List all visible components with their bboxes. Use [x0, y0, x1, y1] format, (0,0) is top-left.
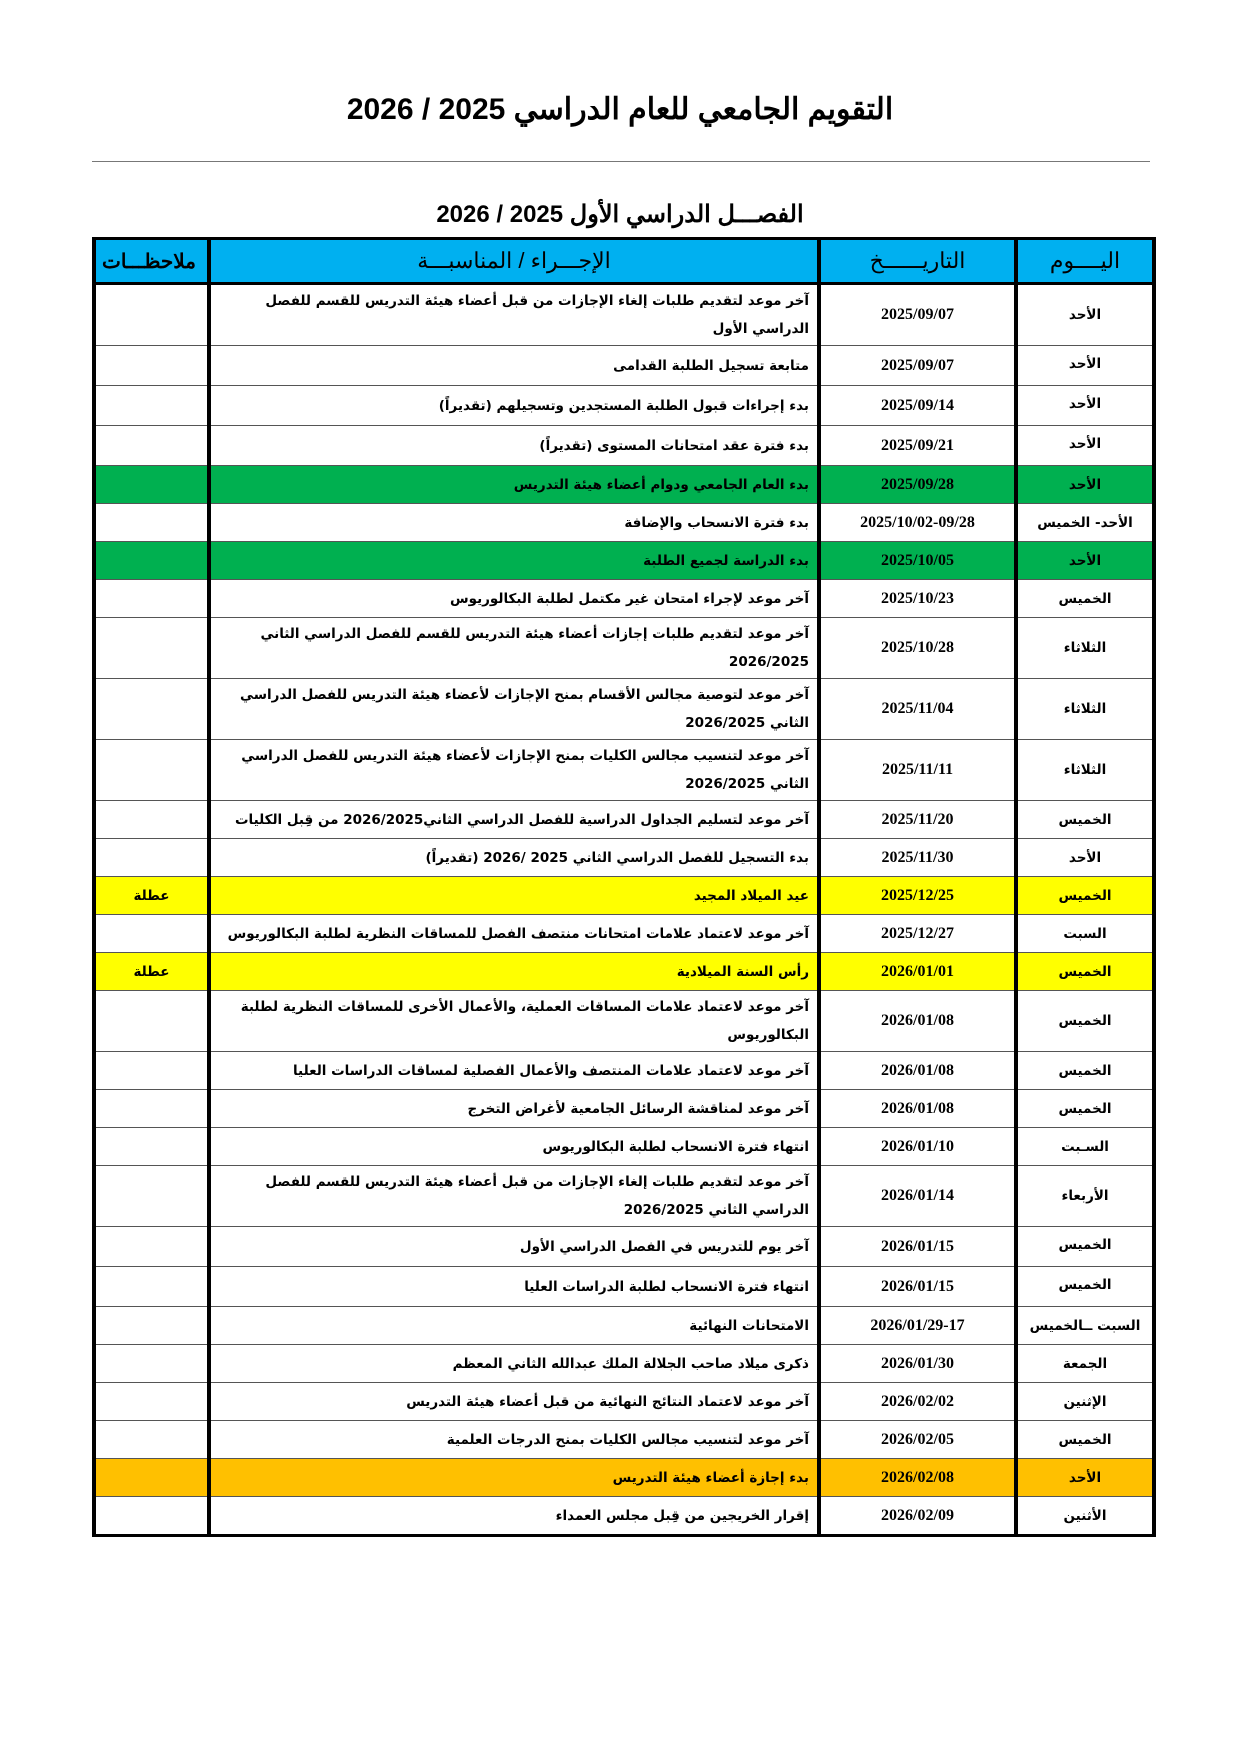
date-cell: 2025/10/05 — [819, 542, 1016, 580]
event-cell: بدء فترة عقد امتحانات المستوى (تقديراً) — [209, 426, 819, 466]
event-cell: آخر موعد لمناقشة الرسائل الجامعية لأغراض التخرج — [209, 1090, 819, 1128]
table-row — [94, 1052, 1154, 1090]
day-cell: الخميس — [1016, 991, 1154, 1052]
table-row — [94, 839, 1154, 877]
table-row — [94, 1128, 1154, 1166]
event-cell: إقرار الخريجين من قِبل مجلس العمداء — [209, 1497, 819, 1536]
event-cell: انتهاء فترة الانسحاب لطلبة البكالوريوس — [209, 1128, 819, 1166]
event-cell: آخر موعد لاعتماد علامات المساقات العملية، والأعمال الأخرى للمساقات النظرية لطلبة البكالوريوس — [209, 991, 819, 1052]
table-row — [94, 580, 1154, 618]
day-cell: الخميس — [1016, 1421, 1154, 1459]
semester-title: الفصـــل الدراسي الأول 2025 / 2026 — [436, 201, 804, 228]
event-cell: آخر موعد لتوصية مجالس الأقسام بمنح الإجازات لأعضاء هيئة التدريس للفصل الدراسي الثاني 2026/2025 — [209, 679, 819, 740]
day-cell: الخميس — [1016, 1052, 1154, 1090]
notes-cell — [94, 801, 209, 839]
header-event: الإجـــراء / المناسبـــة — [209, 239, 819, 284]
day-cell: الأثنين — [1016, 1497, 1154, 1536]
date-cell: 2025/11/30 — [819, 839, 1016, 877]
day-cell: الخميس — [1016, 1090, 1154, 1128]
day-cell: الأحد — [1016, 346, 1154, 386]
date-cell: 2025/11/20 — [819, 801, 1016, 839]
day-cell: الثلاثاء — [1016, 740, 1154, 801]
day-cell: السـبت — [1016, 1128, 1154, 1166]
page-title: التقويم الجامعي للعام الدراسي 2025 / 2026 — [346, 93, 894, 126]
date-cell: 2025/09/07 — [819, 346, 1016, 386]
notes-cell — [94, 1166, 209, 1227]
table-row — [94, 1307, 1154, 1345]
date-cell: 2025/10/23 — [819, 580, 1016, 618]
notes-cell — [94, 1459, 209, 1497]
event-cell: عيد الميلاد المجيد — [209, 877, 819, 915]
day-cell: الأحد — [1016, 284, 1154, 346]
header-date: التاريــــــخ — [819, 239, 1016, 284]
event-cell: آخر موعد لاعتماد علامات المنتصف والأعمال الفصلية لمساقات الدراسات العليا — [209, 1052, 819, 1090]
day-cell: الخميس — [1016, 580, 1154, 618]
day-cell: الثلاثاء — [1016, 679, 1154, 740]
day-cell: الخميس — [1016, 1227, 1154, 1267]
header-notes: ملاحظـــات — [94, 239, 209, 284]
date-cell: 2025/09/28 — [819, 466, 1016, 504]
date-cell: 2025/12/25 — [819, 877, 1016, 915]
date-cell: 2026/01/10 — [819, 1128, 1016, 1166]
table-row — [94, 618, 1154, 679]
header-day: اليــــوم — [1016, 239, 1154, 284]
table-row — [94, 991, 1154, 1052]
table-row — [94, 386, 1154, 426]
day-cell: الأحد — [1016, 839, 1154, 877]
event-cell: بدء إجراءات قبول الطلبة المستجدين وتسجيلهم (تقديراً) — [209, 386, 819, 426]
event-cell: آخر موعد لإجراء امتحان غير مكتمل لطلبة البكالوريوس — [209, 580, 819, 618]
table-row — [94, 1383, 1154, 1421]
event-cell: آخر موعد لتسليم الجداول الدراسية للفصل الدراسي الثاني2026/2025 من قِبل الكليات — [209, 801, 819, 839]
table-row — [94, 1459, 1154, 1497]
date-cell: 2026/01/15 — [819, 1227, 1016, 1267]
date-cell: 2025/09/21 — [819, 426, 1016, 466]
day-cell: الخميس — [1016, 953, 1154, 991]
table-row — [94, 877, 1154, 915]
date-cell: 2026/01/29-17 — [819, 1307, 1016, 1345]
day-cell: الأحد — [1016, 542, 1154, 580]
notes-cell — [94, 1345, 209, 1383]
date-cell: 2026/01/14 — [819, 1166, 1016, 1227]
day-cell: الإثنين — [1016, 1383, 1154, 1421]
table-row — [94, 542, 1154, 580]
event-cell: آخر موعد لتقديم طلبات إجازات أعضاء هيئة التدريس للقسم للفصل الدراسي الثاني 2026/2025 — [209, 618, 819, 679]
notes-cell — [94, 504, 209, 542]
table-row — [94, 284, 1154, 346]
notes-cell — [94, 1307, 209, 1345]
notes-cell — [94, 386, 209, 426]
table-row — [94, 1345, 1154, 1383]
date-cell: 2025/09/14 — [819, 386, 1016, 426]
notes-cell — [94, 346, 209, 386]
table-row — [94, 466, 1154, 504]
academic-calendar-table — [92, 237, 1156, 1537]
table-header-row — [94, 239, 1154, 284]
notes-cell: عطلة — [94, 877, 209, 915]
event-cell: آخر يوم للتدريس في الفصل الدراسي الأول — [209, 1227, 819, 1267]
table-row — [94, 1090, 1154, 1128]
table-row — [94, 504, 1154, 542]
table-row — [94, 1497, 1154, 1536]
event-cell: آخر موعد لتقديم طلبات إلغاء الإجازات من قبل أعضاء هيئة التدريس للقسم للفصل الدراسي الأول — [209, 284, 819, 346]
day-cell: الخميس — [1016, 801, 1154, 839]
event-cell: آخر موعد لتنسيب مجالس الكليات بمنح الإجازات لأعضاء هيئة التدريس للفصل الدراسي الثاني 2026/2025 — [209, 740, 819, 801]
notes-cell: عطلة — [94, 953, 209, 991]
notes-cell — [94, 284, 209, 346]
day-cell: الخميس — [1016, 1267, 1154, 1307]
event-cell: بدء إجازة أعضاء هيئة التدريس — [209, 1459, 819, 1497]
day-cell: الجمعة — [1016, 1345, 1154, 1383]
notes-cell — [94, 1383, 209, 1421]
notes-cell — [94, 1052, 209, 1090]
event-cell: آخر موعد لاعتماد النتائج النهائية من قبل أعضاء هيئة التدريس — [209, 1383, 819, 1421]
table-row — [94, 740, 1154, 801]
event-cell: آخر موعد لاعتماد علامات امتحانات منتصف الفصل للمساقات النظرية لطلبة البكالوريوس — [209, 915, 819, 953]
table-row — [94, 1421, 1154, 1459]
table-row — [94, 679, 1154, 740]
date-cell: 2025/11/11 — [819, 740, 1016, 801]
date-cell: 2026/01/08 — [819, 1052, 1016, 1090]
notes-cell — [94, 1267, 209, 1307]
event-cell: بدء فترة الانسحاب والإضافة — [209, 504, 819, 542]
notes-cell — [94, 839, 209, 877]
table-row — [94, 1227, 1154, 1267]
day-cell: الأحد — [1016, 1459, 1154, 1497]
day-cell: الثلاثاء — [1016, 618, 1154, 679]
date-cell: 2026/01/08 — [819, 1090, 1016, 1128]
day-cell: الأحد — [1016, 386, 1154, 426]
table-row — [94, 1166, 1154, 1227]
notes-cell — [94, 580, 209, 618]
calendar-rows — [94, 284, 1154, 1536]
notes-cell — [94, 1128, 209, 1166]
notes-cell — [94, 1421, 209, 1459]
event-cell: الامتحانات النهائية — [209, 1307, 819, 1345]
notes-cell — [94, 542, 209, 580]
notes-cell — [94, 426, 209, 466]
date-cell: 2026/01/01 — [819, 953, 1016, 991]
table-row — [94, 915, 1154, 953]
date-cell: 2026/02/02 — [819, 1383, 1016, 1421]
date-cell: 2026/01/30 — [819, 1345, 1016, 1383]
table-row — [94, 1267, 1154, 1307]
event-cell: بدء العام الجامعي ودوام أعضاء هيئة التدريس — [209, 466, 819, 504]
notes-cell — [94, 915, 209, 953]
notes-cell — [94, 466, 209, 504]
event-cell: رأس السنة الميلادية — [209, 953, 819, 991]
date-cell: 2025/09/07 — [819, 284, 1016, 346]
date-cell: 2026/01/15 — [819, 1267, 1016, 1307]
day-cell: السبت ــالخميس — [1016, 1307, 1154, 1345]
notes-cell — [94, 1090, 209, 1128]
title-divider — [92, 161, 1150, 162]
date-cell: 2026/02/09 — [819, 1497, 1016, 1536]
date-cell: 2025/11/04 — [819, 679, 1016, 740]
event-cell: انتهاء فترة الانسحاب لطلبة الدراسات العليا — [209, 1267, 819, 1307]
event-cell: بدء التسجيل للفصل الدراسي الثاني 2025 /2026 (تقديراً) — [209, 839, 819, 877]
notes-cell — [94, 618, 209, 679]
table-row — [94, 801, 1154, 839]
date-cell: 2025/10/02-09/28 — [819, 504, 1016, 542]
date-cell: 2026/02/05 — [819, 1421, 1016, 1459]
date-cell: 2025/12/27 — [819, 915, 1016, 953]
notes-cell — [94, 991, 209, 1052]
event-cell: آخر موعد لتنسيب مجالس الكليات بمنح الدرجات العلمية — [209, 1421, 819, 1459]
notes-cell — [94, 1497, 209, 1536]
event-cell: بدء الدراسة لجميع الطلبة — [209, 542, 819, 580]
day-cell: السبت — [1016, 915, 1154, 953]
date-cell: 2025/10/28 — [819, 618, 1016, 679]
day-cell: الخميس — [1016, 877, 1154, 915]
notes-cell — [94, 1227, 209, 1267]
table-row — [94, 953, 1154, 991]
day-cell: الأحد- الخميس — [1016, 504, 1154, 542]
event-cell: ذكرى ميلاد صاحب الجلالة الملك عبدالله الثاني المعظم — [209, 1345, 819, 1383]
day-cell: الأحد — [1016, 466, 1154, 504]
event-cell: متابعة تسجيل الطلبة القدامى — [209, 346, 819, 386]
day-cell: الأربعاء — [1016, 1166, 1154, 1227]
notes-cell — [94, 740, 209, 801]
table-row — [94, 346, 1154, 386]
table-row — [94, 426, 1154, 466]
event-cell: آخر موعد لتقديم طلبات إلغاء الإجازات من قبل أعضاء هيئة التدريس للقسم للفصل الدراسي الثاني 2026/2025 — [209, 1166, 819, 1227]
day-cell: الأحد — [1016, 426, 1154, 466]
date-cell: 2026/02/08 — [819, 1459, 1016, 1497]
notes-cell — [94, 679, 209, 740]
date-cell: 2026/01/08 — [819, 991, 1016, 1052]
